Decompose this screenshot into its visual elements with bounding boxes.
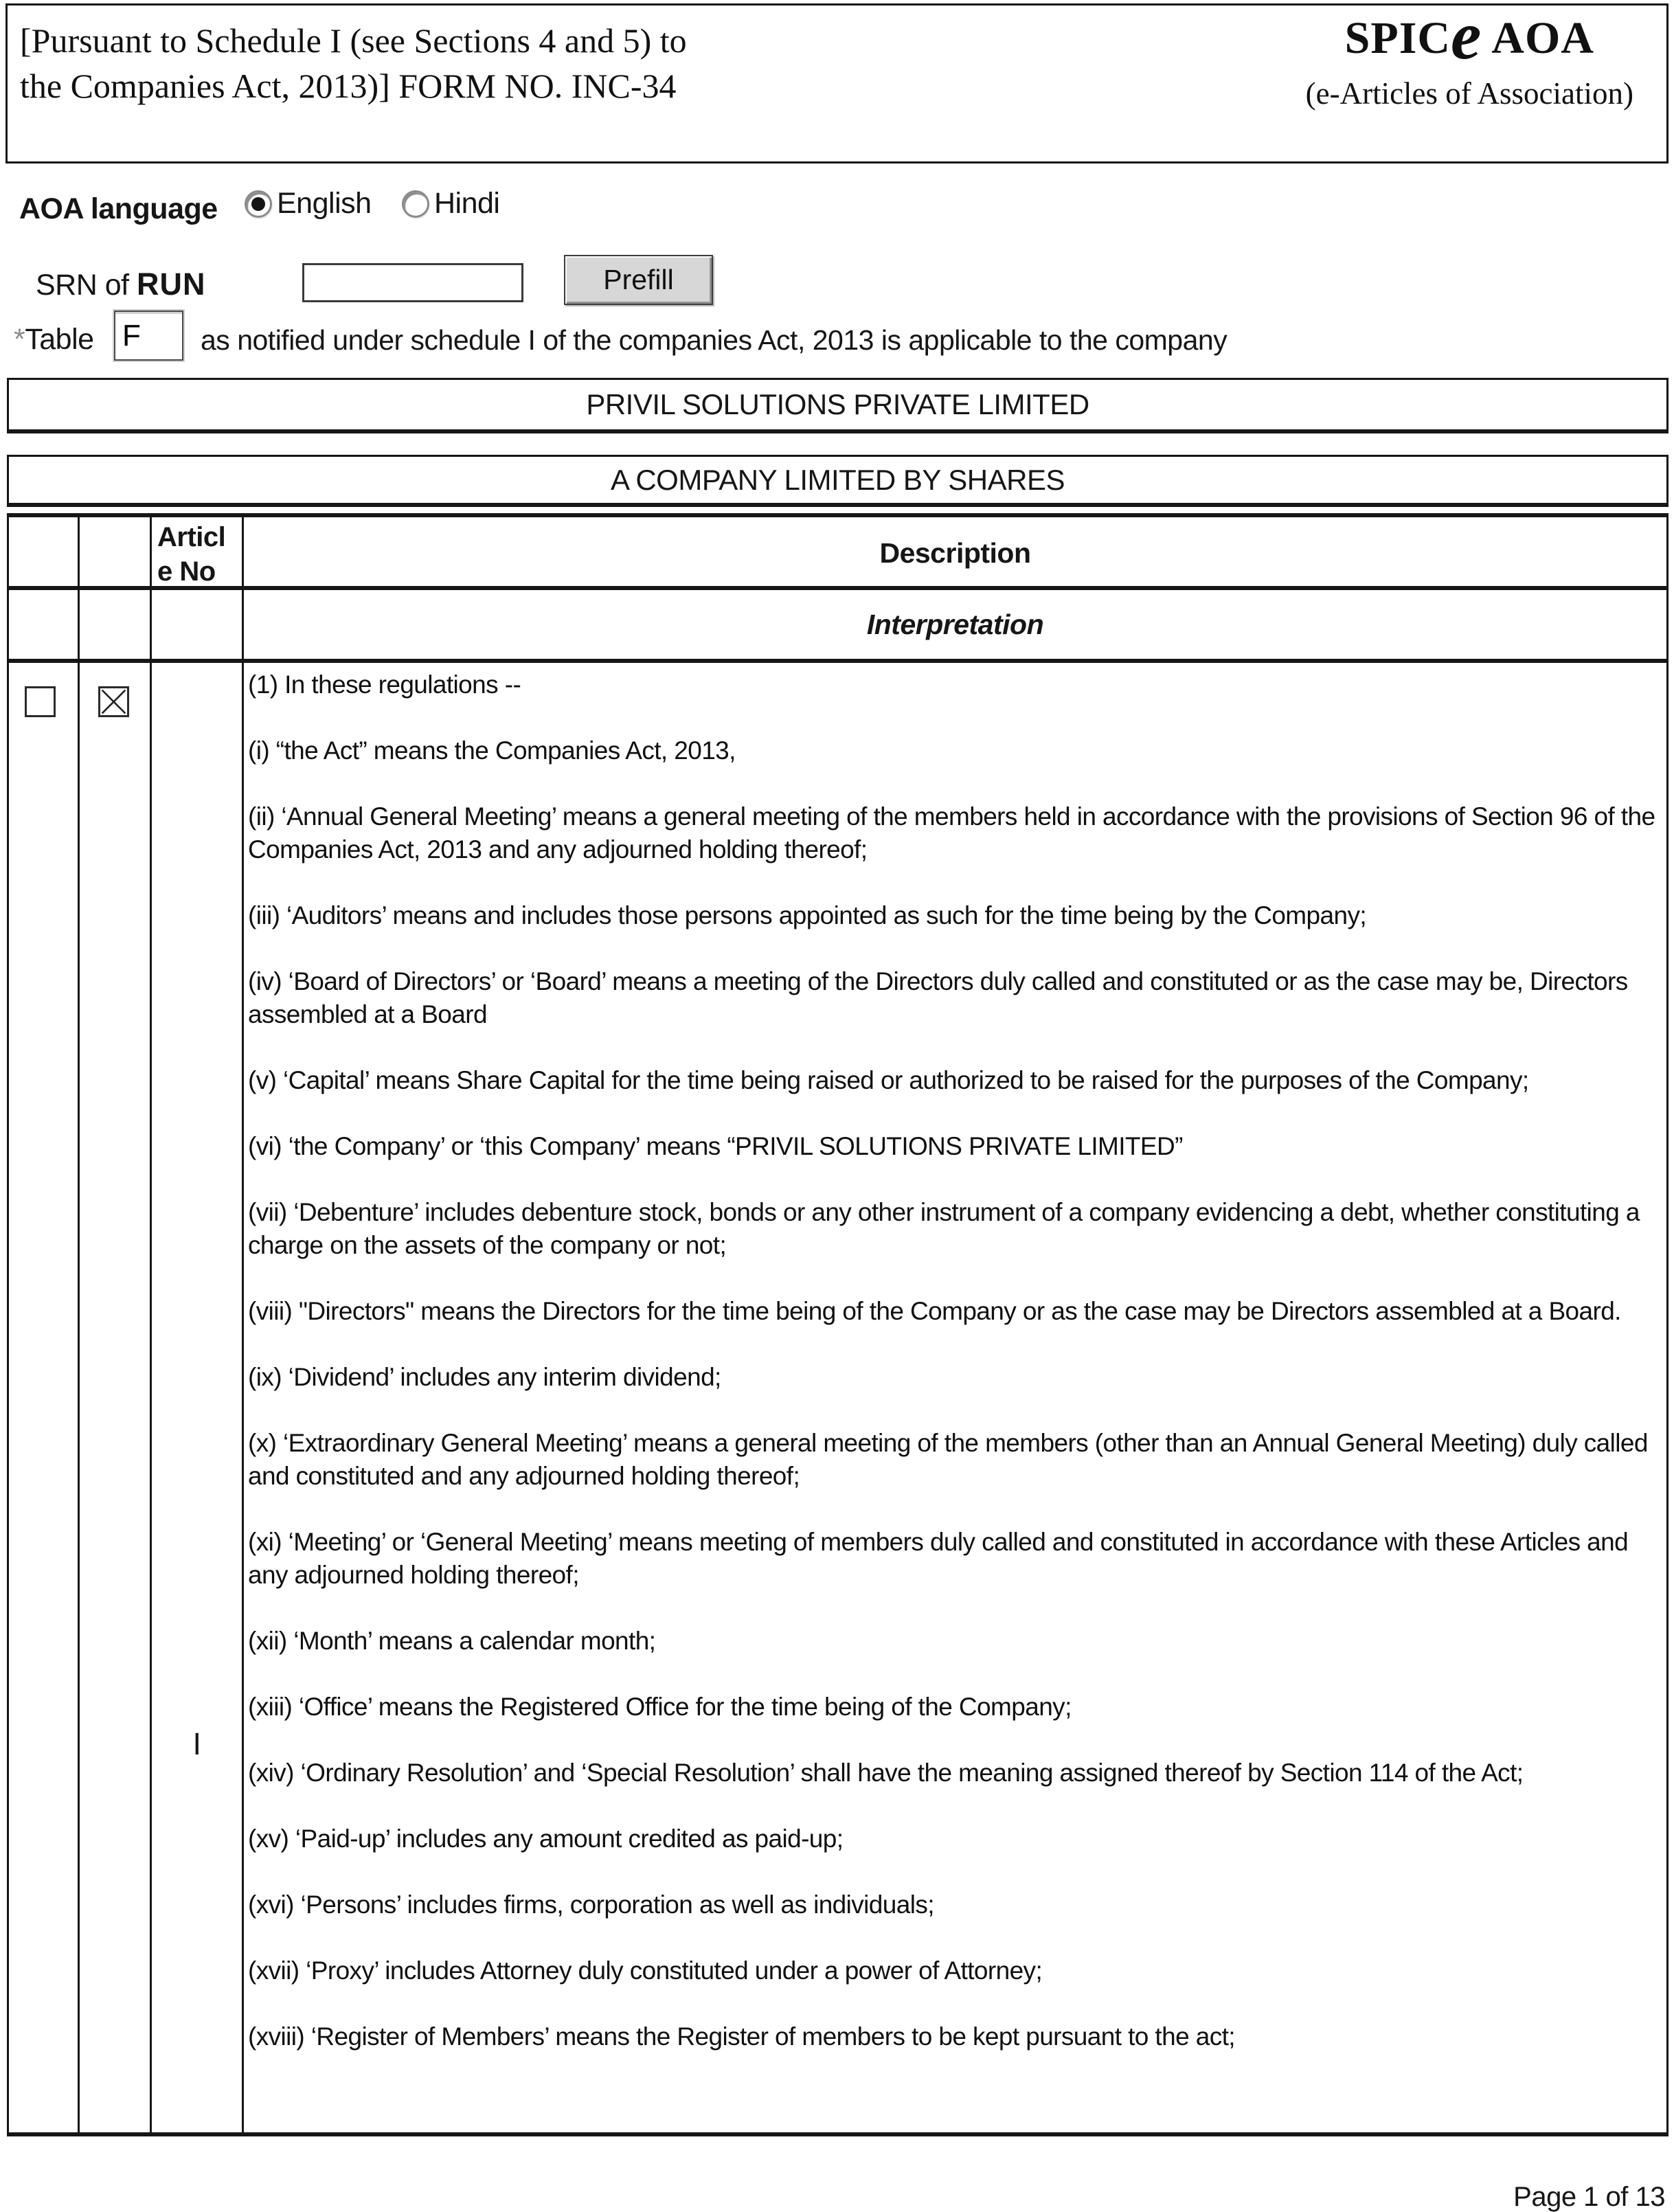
- pursuant-line-2: the Companies Act, 2013)] FORM NO. INC-34: [20, 67, 677, 105]
- checkbox-cell-1: [9, 663, 80, 2132]
- checkbox-cell-2: [80, 663, 152, 2132]
- description-paragraph: (ix) ‘Dividend’ includes any interim dividend;: [248, 1363, 721, 1391]
- srn-input[interactable]: [302, 263, 523, 302]
- header-cell-article-no: Articl e No: [152, 517, 244, 589]
- description-paragraph: (x) ‘Extraordinary General Meeting’ means a general meeting of the members (other than an Annual General Meeting) duly called and constituted and any adjourned holding thereof;: [248, 1429, 1648, 1490]
- radio-hindi[interactable]: [402, 187, 500, 221]
- description-paragraph: (xii) ‘Month’ means a calendar month;: [248, 1627, 656, 1655]
- logo-e: e: [1451, 0, 1482, 74]
- company-name-box: [7, 378, 1669, 433]
- checkbox-unchecked[interactable]: [25, 686, 56, 717]
- description-paragraph: (xvi) ‘Persons’ includes firms, corporation as well as individuals;: [248, 1891, 934, 1919]
- spice-aoa-logo: [1305, 0, 1633, 111]
- description-paragraph: (vii) ‘Debenture’ includes debenture stock, bonds or any other instrument of a company evidencing a debt, whether constituting a charge on the assets of the company or not;: [248, 1198, 1640, 1259]
- description-paragraph: (iv) ‘Board of Directors’ or ‘Board’ means a meeting of the Directors duly called and constituted or as the case may be, Directors assembled at a Board: [248, 967, 1628, 1028]
- aoa-language-label: AOA language: [19, 192, 218, 225]
- description-paragraph: (xiii) ‘Office’ means the Registered Office for the time being of the Company;: [248, 1693, 1072, 1721]
- description-paragraph: (xi) ‘Meeting’ or ‘General Meeting’ means meeting of members duly called and constituted in accordance with these Articles and any adjourned holding thereof;: [248, 1528, 1629, 1589]
- interpretation-title: Interpretation: [866, 608, 1044, 640]
- page-number: Page 1 of 13: [1513, 2182, 1665, 2212]
- form-header-box: [5, 0, 1669, 163]
- pursuant-line-1: [Pursuant to Schedule I (see Sections 4 and 5) to: [20, 21, 687, 60]
- description-paragraph: (xviii) ‘Register of Members’ means the Register of members to be kept pursuant to the act;: [248, 2022, 1235, 2051]
- prefill-button[interactable]: Prefill: [564, 255, 713, 305]
- company-type: A COMPANY LIMITED BY SHARES: [610, 463, 1065, 496]
- radio-button-icon[interactable]: [402, 190, 429, 218]
- description-paragraph: (xv) ‘Paid-up’ includes any amount credited as paid-up;: [248, 1825, 844, 1853]
- interpretation-row: [9, 590, 1666, 663]
- header-cell-empty-1: [9, 517, 80, 589]
- spice-aoa-logo-title: [1306, 0, 1633, 74]
- company-name: PRIVIL SOLUTIONS PRIVATE LIMITED: [586, 388, 1089, 420]
- table-clause-text: as notified under schedule I of the companies Act, 2013 is applicable to the company: [201, 324, 1228, 356]
- description-paragraphs: [248, 668, 1657, 2053]
- articles-body-row: [9, 663, 1666, 2132]
- run-logo: RUN: [137, 267, 206, 302]
- description-paragraph: (xiv) ‘Ordinary Resolution’ and ‘Special Resolution’ shall have the meaning assigned thereof by Section 114 of the Act;: [248, 1759, 1524, 1787]
- x-mark-icon: [100, 688, 127, 715]
- description-paragraph: (i) “the Act” means the Companies Act, 2013,: [248, 736, 736, 765]
- description-paragraph: (v) ‘Capital’ means Share Capital for the time being raised or authorized to be raised for the purposes of the Company;: [248, 1066, 1529, 1094]
- interp-cell-empty-2: [80, 590, 152, 659]
- radio-english-label: English: [277, 187, 372, 220]
- logo-prefix: SPIC: [1344, 13, 1451, 63]
- pursuant-text: [20, 18, 687, 109]
- checkbox-checked[interactable]: [98, 686, 129, 717]
- header-cell-empty-2: [80, 517, 152, 589]
- table-f-input[interactable]: [114, 311, 183, 361]
- articles-table: [7, 513, 1669, 2136]
- description-paragraph: (xvii) ‘Proxy’ includes Attorney duly constituted under a power of Attorney;: [248, 1956, 1043, 1985]
- interp-cell-empty-3: [152, 590, 244, 659]
- srn-label-prefix: SRN of: [36, 269, 137, 302]
- table-clause-label: [14, 323, 94, 357]
- description-cell: [244, 663, 1666, 2132]
- description-paragraph: (ii) ‘Annual General Meeting’ means a general meeting of the members held in accordance with the provisions of Section 96 of the Companies Act, 2013 and any adjourned holding thereof;: [248, 802, 1655, 864]
- required-asterisk: *: [14, 323, 25, 356]
- header-cell-description: Description: [879, 537, 1031, 569]
- radio-hindi-label: Hindi: [434, 187, 500, 220]
- logo-subtitle: (e-Articles of Association): [1305, 76, 1633, 111]
- description-paragraph: (iii) ‘Auditors’ means and includes those persons appointed as such for the time being by the Company;: [248, 901, 1367, 929]
- interp-cell-empty-1: [9, 590, 80, 659]
- description-paragraph: (viii) "Directors" means the Directors for the time being of the Company or as the case may be Directors assembled at a Board.: [248, 1297, 1621, 1325]
- radio-selected-dot: [251, 197, 265, 211]
- article-no-cell: [152, 663, 244, 2132]
- company-type-box: [7, 455, 1669, 507]
- logo-suffix: AOA: [1482, 13, 1594, 63]
- table-word: Table: [25, 323, 94, 356]
- radio-english[interactable]: [245, 187, 372, 221]
- description-paragraph: (1) In these regulations --: [248, 670, 521, 699]
- description-paragraph: (vi) ‘the Company’ or ‘this Company’ means “PRIVIL SOLUTIONS PRIVATE LIMITED”: [248, 1132, 1183, 1160]
- articles-table-header-row: [9, 517, 1666, 590]
- srn-label: [36, 267, 206, 302]
- article-number: I: [192, 1726, 201, 1761]
- radio-button-icon[interactable]: [245, 190, 272, 218]
